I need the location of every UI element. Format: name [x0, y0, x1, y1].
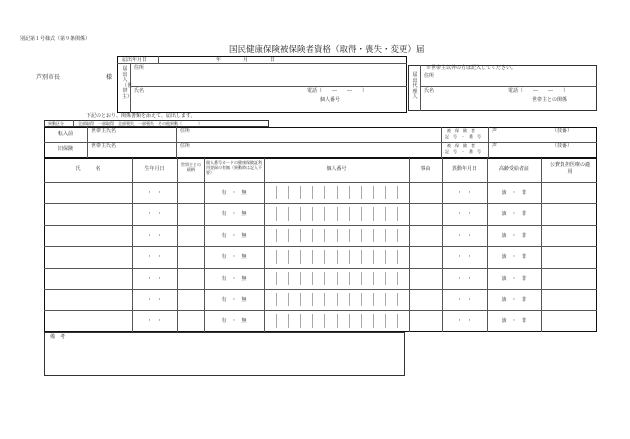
row-change-date: ・ ・ [456, 211, 472, 218]
date-day-label: 日 [270, 56, 276, 63]
row-elderly-certificate: 該 ・ 非 [501, 318, 527, 325]
insurance-row-2-employer-label: 世帯主氏名 [91, 142, 117, 149]
row-card-registration: 有 ・ 無 [221, 190, 247, 196]
insurance-row-1-number-label: 被 保 険 者 [447, 128, 475, 133]
mynumber-digit-divider [397, 293, 398, 306]
mynumber-digit-divider [312, 293, 313, 306]
mynumber-digit-divider [324, 272, 325, 285]
row-elderly-certificate: 該 ・ 非 [501, 254, 527, 261]
agent-vertical-label: 届出代理人 [412, 72, 418, 100]
notifier-block [117, 56, 407, 113]
mynumber-digit-divider [276, 314, 277, 327]
row-change-date: ・ ・ [456, 190, 472, 196]
mynumber-digit-divider [385, 272, 386, 285]
row-card-registration: 有 ・ 無 [221, 297, 247, 303]
mynumber-digit-divider [361, 314, 362, 327]
mynumber-digit-divider [373, 314, 374, 327]
insurance-row-2-number-label: 被 保 険 者 [447, 143, 475, 148]
mynumber-digit-divider [324, 250, 325, 263]
mynumber-digit-divider [288, 186, 289, 199]
header-name: 氏 名 [75, 166, 101, 172]
row-change-date: ・ ・ [456, 254, 472, 261]
remarks-box [44, 332, 405, 376]
header-public: 公費負担医療の適用 [549, 162, 590, 175]
mynumber-digit-divider [373, 186, 374, 199]
members-table [44, 158, 597, 332]
row-birth-date: ・ ・ [146, 190, 162, 196]
mynumber-digit-divider [288, 272, 289, 285]
row-change-date: ・ ・ [456, 275, 472, 282]
mynumber-digit-divider [300, 272, 301, 285]
instruction-text: 下記のとおり、関係書類を添えて、届出します。 [86, 113, 196, 119]
mynumber-digit-divider [373, 250, 374, 263]
row-change-date: ・ ・ [456, 232, 472, 239]
mynumber-digit-divider [312, 250, 313, 263]
date-year-label: 年 [216, 56, 222, 63]
row-elderly-certificate: 該 ・ 非 [501, 232, 527, 239]
mynumber-digit-divider [397, 207, 398, 220]
row-birth-date: ・ ・ [146, 211, 162, 218]
category-options: 全部取得 一部取得 全部喪失 一部喪失 その他異動（ ） [78, 120, 202, 126]
header-certificate: 高齢受給者証 [498, 166, 529, 172]
notifier-vertical-label: 届出人（世帯主） [122, 66, 133, 100]
mynumber-digit-divider [385, 293, 386, 306]
mynumber-digit-divider [337, 250, 338, 263]
row-card-registration: 有 ・ 無 [221, 318, 247, 325]
mynumber-digit-divider [361, 250, 362, 263]
row-change-date: ・ ・ [456, 318, 472, 325]
mynumber-digit-divider [385, 207, 386, 220]
agent-name-label: 氏名 [424, 88, 435, 94]
agent-phone-label: 電話（ ― ― ） [508, 88, 569, 94]
mynumber-digit-divider [312, 207, 313, 220]
mynumber-digit-divider [349, 207, 350, 220]
mynumber-digit-divider [324, 314, 325, 327]
mynumber-digit-divider [312, 229, 313, 242]
mynumber-digit-divider [397, 272, 398, 285]
mynumber-digit-divider [349, 250, 350, 263]
insurance-row-1-employer-label: 世帯主氏名 [91, 127, 117, 134]
row-birth-date: ・ ・ [146, 318, 162, 325]
notifier-address-label: 住所 [134, 65, 145, 71]
insurance-row-2-address-label: 住所 [180, 142, 191, 149]
header-mynumber: 個人番号 [326, 166, 347, 172]
form-title: 国民健康保険被保険者資格（取得・喪失・変更）届 [229, 45, 425, 55]
mynumber-digit-divider [276, 229, 277, 242]
category-label: 異動区分 [48, 120, 64, 126]
row-birth-date: ・ ・ [146, 232, 162, 239]
mynumber-digit-divider [397, 229, 398, 242]
mynumber-digit-divider [337, 314, 338, 327]
notifier-phone-label: 電話（ ― ― ） [307, 88, 368, 94]
addressee-honorific: 様 [106, 74, 113, 81]
mynumber-digit-divider [361, 207, 362, 220]
mynumber-digit-divider [312, 314, 313, 327]
mynumber-digit-divider [349, 272, 350, 285]
mynumber-digit-divider [288, 250, 289, 263]
agent-address-label: 住所 [424, 73, 435, 79]
header-date: 異動年月日 [451, 166, 477, 172]
mynumber-digit-divider [288, 207, 289, 220]
mynumber-digit-divider [276, 250, 277, 263]
mynumber-digit-divider [385, 250, 386, 263]
mynumber-digit-divider [373, 293, 374, 306]
mynumber-digit-divider [288, 293, 289, 306]
insurance-row-1-label: 転入前 [58, 131, 74, 137]
mynumber-digit-divider [312, 272, 313, 285]
insurance-row-1-address-label: 住所 [180, 127, 191, 134]
agent-relation-label: 世帯主との関係 [532, 97, 568, 103]
mynumber-digit-divider [361, 272, 362, 285]
row-elderly-certificate: 該 ・ 非 [501, 275, 527, 282]
mynumber-digit-divider [300, 207, 301, 220]
mynumber-digit-divider [276, 293, 277, 306]
mynumber-digit-divider [397, 186, 398, 199]
mynumber-digit-divider [300, 293, 301, 306]
row-card-registration: 有 ・ 無 [221, 211, 247, 218]
mynumber-digit-divider [324, 207, 325, 220]
row-birth-date: ・ ・ [146, 254, 162, 261]
mynumber-digit-divider [361, 229, 362, 242]
mynumber-digit-divider [312, 186, 313, 199]
insurance-row-1-tel-label: 声 [492, 127, 498, 134]
mynumber-digit-divider [276, 186, 277, 199]
mynumber-digit-divider [385, 186, 386, 199]
addressee: 芦別市長 [36, 74, 61, 81]
row-elderly-certificate: 該 ・ 非 [501, 297, 527, 303]
header-birth: 生年月日 [144, 166, 165, 172]
mynumber-digit-divider [397, 250, 398, 263]
mynumber-digit-divider [373, 229, 374, 242]
insurance-row-2-tel-label: 声 [492, 142, 498, 149]
row-elderly-certificate: 該 ・ 非 [501, 190, 527, 196]
mynumber-digit-divider [349, 293, 350, 306]
date-month-label: 月 [243, 56, 249, 63]
agent-note: ※世帯主以外の方は記入してください。 [426, 65, 517, 71]
remarks-label: 備 考 [50, 334, 66, 340]
mynumber-digit-divider [337, 207, 338, 220]
insurance-row-1-tel-suffix: （技番） [552, 127, 573, 134]
mynumber-digit-divider [300, 186, 301, 199]
row-card-registration: 有 ・ 無 [221, 254, 247, 261]
mynumber-digit-divider [361, 186, 362, 199]
header-relation: 世帯主との続柄 [181, 162, 201, 173]
header-reason: 事由 [420, 166, 431, 172]
mynumber-digit-divider [300, 250, 301, 263]
row-change-date: ・ ・ [456, 297, 472, 303]
mynumber-digit-divider [276, 272, 277, 285]
header-card: 個人番号カードの健康保険証利用登録の有無（異動時は記入不要） [206, 160, 262, 176]
mynumber-digit-divider [324, 293, 325, 306]
row-birth-date: ・ ・ [146, 297, 162, 303]
mynumber-digit-divider [288, 314, 289, 327]
mynumber-digit-divider [337, 186, 338, 199]
mynumber-digit-divider [337, 293, 338, 306]
mynumber-digit-divider [288, 229, 289, 242]
insurance-row-1-number-label-2: 記 号 ・ 番 号 [445, 134, 481, 139]
notifier-mynumber-label: 個人番号 [320, 97, 341, 103]
mynumber-digit-divider [373, 207, 374, 220]
row-card-registration: 有 ・ 無 [221, 232, 247, 239]
row-birth-date: ・ ・ [146, 275, 162, 282]
mynumber-digit-divider [385, 314, 386, 327]
row-elderly-certificate: 該 ・ 非 [501, 211, 527, 218]
insurance-row-2-label: 旧保険 [58, 146, 74, 152]
mynumber-digit-divider [337, 229, 338, 242]
mynumber-digit-divider [361, 293, 362, 306]
mynumber-digit-divider [276, 207, 277, 220]
notifier-name-label: 氏名 [134, 88, 145, 94]
mynumber-digit-divider [373, 272, 374, 285]
mynumber-digit-divider [324, 229, 325, 242]
agent-block [408, 65, 597, 111]
mynumber-digit-divider [300, 314, 301, 327]
form-number: 別記第１号様式（第９条関係） [20, 36, 91, 42]
mynumber-digit-divider [337, 272, 338, 285]
mynumber-digit-divider [324, 186, 325, 199]
mynumber-digit-divider [349, 314, 350, 327]
row-card-registration: 有 ・ 無 [221, 275, 247, 282]
mynumber-digit-divider [397, 314, 398, 327]
insurance-row-2-number-label-2: 記 号 ・ 番 号 [445, 149, 481, 154]
mynumber-digit-divider [349, 186, 350, 199]
notification-date-label: 届出年月日 [122, 56, 148, 63]
insurance-row-2-tel-suffix: （技番） [552, 142, 573, 149]
mynumber-digit-divider [349, 229, 350, 242]
mynumber-digit-divider [385, 229, 386, 242]
mynumber-digit-divider [300, 229, 301, 242]
